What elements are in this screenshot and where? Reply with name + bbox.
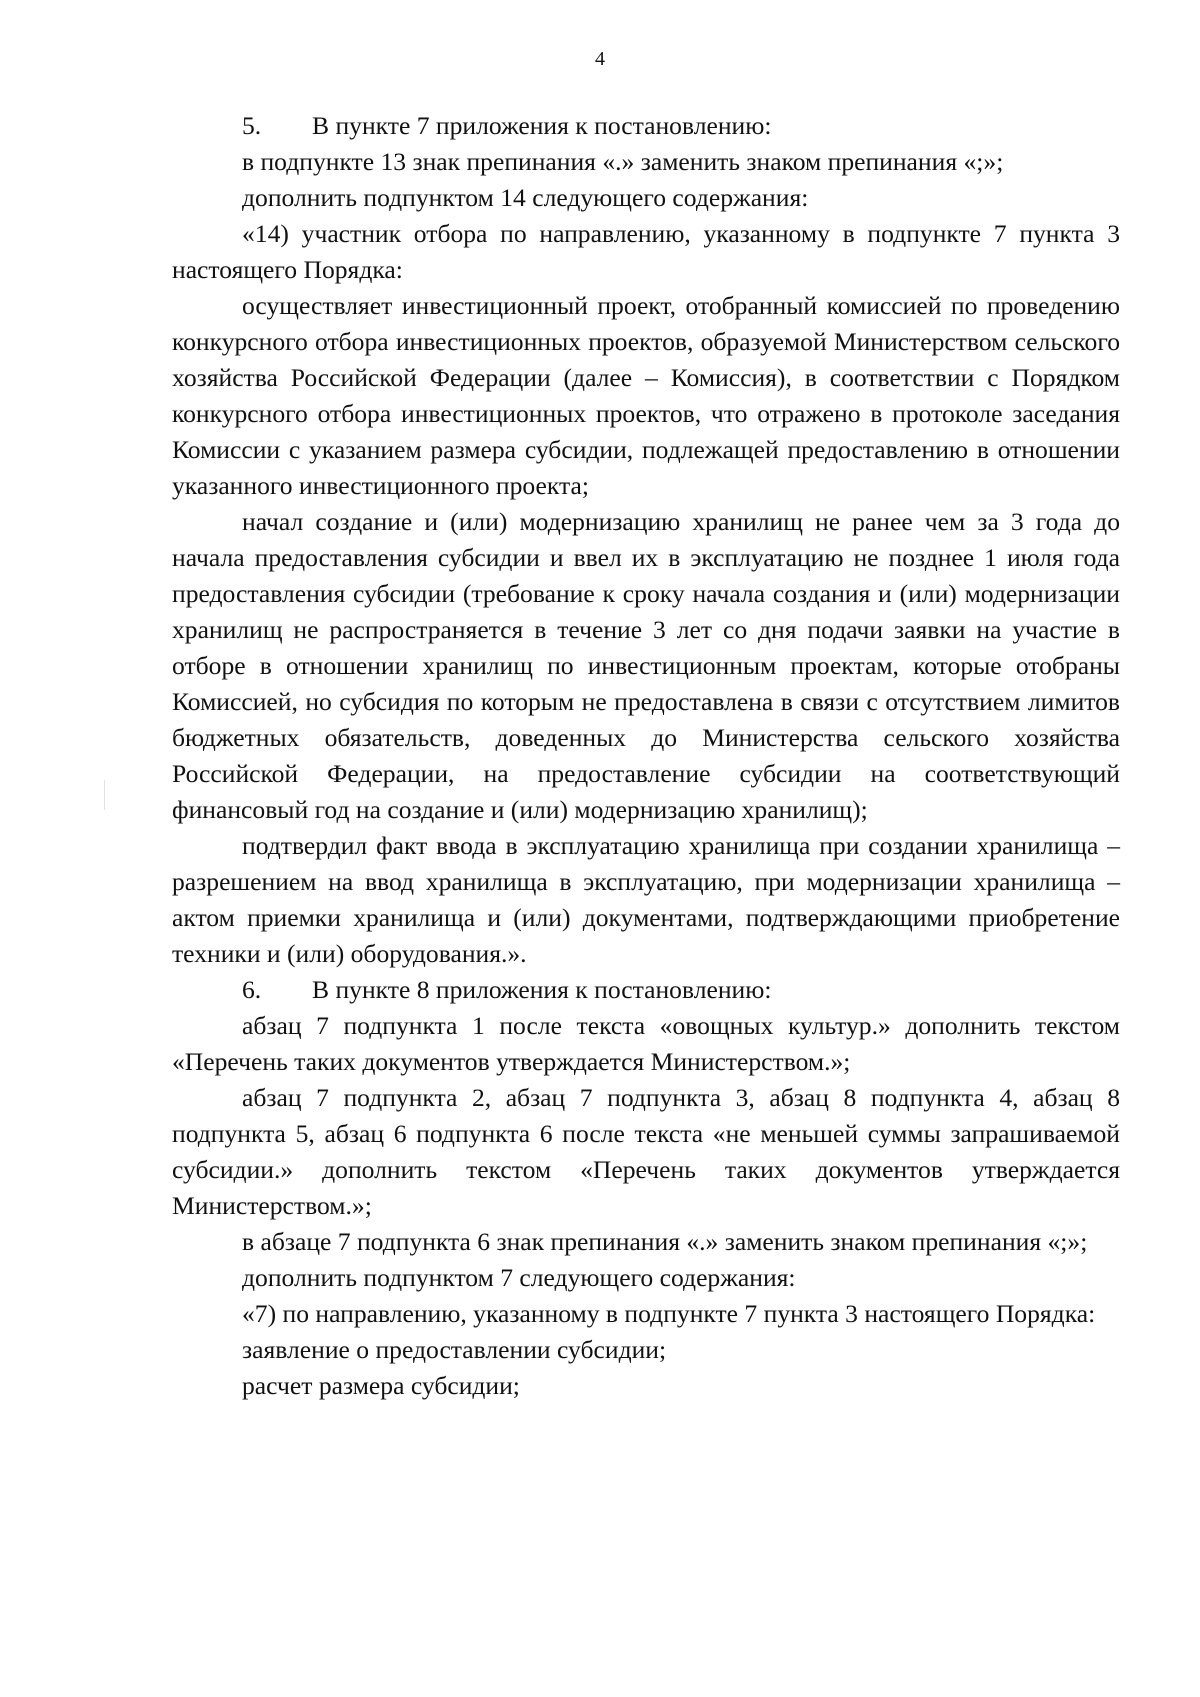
paragraph: расчет размера субсидии; xyxy=(242,1371,520,1400)
scan-artifact xyxy=(104,780,105,810)
page-number: 4 xyxy=(595,48,605,70)
paragraph: абзац 7 подпункта 1 после текста «овощных культур.» дополнить текстом «Перечень таких документов утверждается Министерством.»; xyxy=(172,1011,1120,1076)
paragraph: заявление о предоставлении субсидии; xyxy=(242,1335,667,1364)
paragraph: «7) по направлению, указанному в подпункте 7 пункта 3 настоящего Порядка: xyxy=(242,1299,1096,1328)
item-text: В пункте 8 приложения к постановлению: xyxy=(312,975,772,1004)
document-body xyxy=(172,108,1120,1404)
paragraph: в абзаце 7 подпункта 6 знак препинания «.» заменить знаком препинания «;»; xyxy=(242,1227,1088,1256)
paragraph: дополнить подпунктом 7 следующего содержания: xyxy=(242,1263,796,1292)
paragraph: начал создание и (или) модернизацию хранилищ не ранее чем за 3 года до начала предоставления субсидии и ввел их в эксплуатацию не позднее 1 июля года предоставления субсидии (требование к сроку начала создания и (или) модернизации хранилищ не распространяется в течение 3 лет со дня подачи заявки на участие в отборе в отношении хранилищ по инвестиционным проектам, которые отобраны Комиссией, но субсидия по которым не предоставлена в связи с отсутствием лимитов бюджетных обязательств, доведенных до Министерства сельского хозяйства Российской Федерации, на предоставление субсидии на соответствующий финансовый год на создание и (или) модернизацию хранилищ); xyxy=(172,507,1120,824)
paragraph: абзац 7 подпункта 2, абзац 7 подпункта 3, абзац 8 подпункта 4, абзац 8 подпункта 5, абзац 6 подпункта 6 после текста «не меньшей суммы запрашиваемой субсидии.» дополнить текстом «Перечень таких документов утверждается Министерством.»; xyxy=(172,1083,1120,1220)
item-number: 6. xyxy=(242,975,262,1004)
paragraph: осуществляет инвестиционный проект, отобранный комиссией по проведению конкурсного отбора инвестиционных проектов, образуемой Министерством сельского хозяйства Российской Федерации (далее – Комиссия), в соответствии с Порядком конкурсного отбора инвестиционных проектов, что отражено в протоколе заседания Комиссии с указанием размера субсидии, подлежащей предоставлению в отношении указанного инвестиционного проекта; xyxy=(172,291,1120,500)
item-text: В пункте 7 приложения к постановлению: xyxy=(312,111,772,140)
item-number: 5. xyxy=(242,111,262,140)
numbered-item xyxy=(172,108,1120,144)
paragraph: «14) участник отбора по направлению, указанному в подпункте 7 пункта 3 настоящего Порядка: xyxy=(172,219,1120,284)
paragraph: в подпункте 13 знак препинания «.» заменить знаком препинания «;»; xyxy=(242,147,1004,176)
paragraph: дополнить подпунктом 14 следующего содержания: xyxy=(242,183,809,212)
numbered-item xyxy=(172,972,1120,1008)
paragraph: подтвердил факт ввода в эксплуатацию хранилища при создании хранилища – разрешением на ввод хранилища в эксплуатацию, при модернизации хранилища – актом приемки хранилища и (или) документами, подтверждающими приобретение техники и (или) оборудования.». xyxy=(172,831,1120,968)
